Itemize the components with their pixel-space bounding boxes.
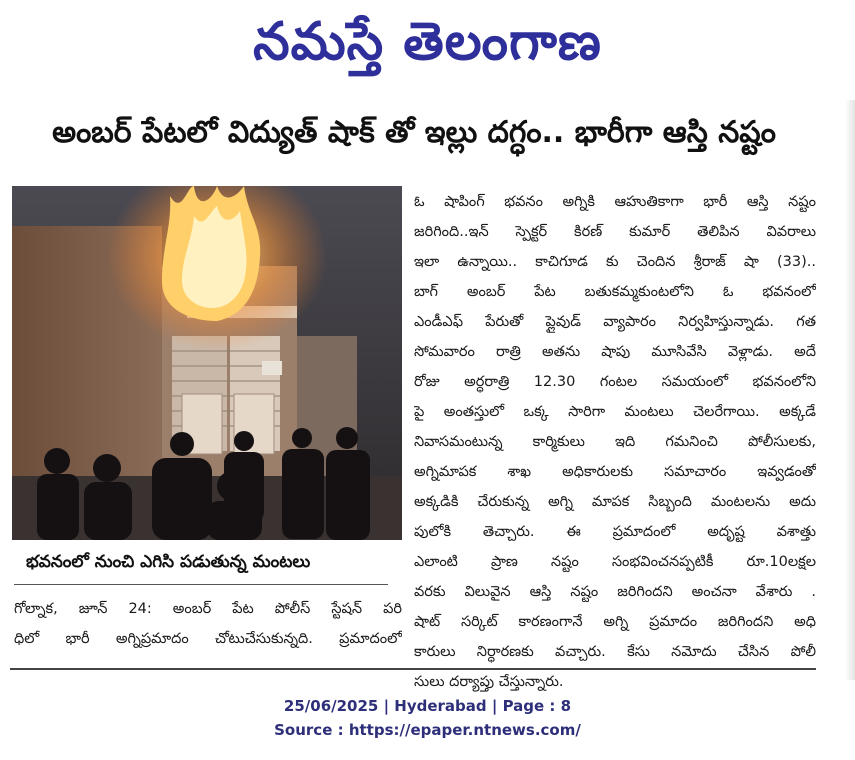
body-line: గోల్నాక, జూన్ 24: అంబర్ పేట పోలీస్ స్టేషన్ పరి [14,601,402,617]
footer-date-edition: 25/06/2025 | Hyderabad | Page : 8 [283,697,572,715]
body-line: ఇలా ఉన్నాయి.. కాచిగూడ కు చెందిన శ్రీరాజ్ షా (33).. [414,254,816,270]
body-line: సోమవారం రాత్రి అతను షాపు మూసివేసి వెళ్లాడు. అదే [414,344,816,360]
footer-source: Source : https://epaper.ntnews.com/ [274,721,581,739]
body-line: పై అంతస్తులో ఒక్క సారిగా మంటలు చెలరేగాయి. అక్కడే [414,404,816,420]
body-line: పులోకి తెచ్చారు. ఈ ప్రమాదంలో అదృష్ట వశాత్తు [414,524,816,540]
footer-divider [10,668,816,670]
caption-divider [14,584,388,585]
body-line: ఎండీఎఫ్ పేరుతో ప్లైవుడ్ వ్యాపారం నిర్వహిస్తున్నాడు. గత [414,314,816,330]
masthead-logo: నమస్తే తెలంగాణ [253,12,602,72]
body-line: కారులు నిర్ధారణకు వచ్చారు. కేసు నమోదు చేసిన పోలీ [414,644,816,660]
body-line: నివాసమంటున్న కార్మికులు ఇది గమనించి పోలీసులకు, [414,434,816,450]
body-line: షాట్ సర్కిట్ కారణంగానే అగ్ని ప్రమాదం జరిగిందని అధి [414,614,816,630]
body-line: సులు దర్యాప్తు చేస్తున్నారు. [414,674,564,690]
body-line: ధిలో భారీ అగ్నిప్రమాదం చోటుచేసుకున్నది. ప్రమాదంలో [14,631,402,647]
body-line: బాగ్ అంబర్ పేట బతుకమ్మకుంటలోని ఓ భవనంలో [414,284,816,300]
photo-caption: భవనంలో నుంచి ఎగిసి పడుతున్న మంటలు [26,552,311,572]
article-body-left [14,594,402,654]
body-line: అక్కడికి చేరుకున్న అగ్ని మాపక సిబ్బంది మంటలను అదు [414,494,816,510]
article-body-right [414,187,816,697]
body-line: ఓ షాపింగ్ భవనం అగ్నికి ఆహుతికాగా భారీ ఆస్తి నష్టం [414,194,816,210]
fire-photo-illustration [12,186,402,540]
body-line: ఎలాంటి ప్రాణ నష్టం సంభవించనప్పటికీ రూ.10లక్షల [414,554,816,570]
page-edge-shadow [845,100,855,680]
article-headline: అంబర్ పేటలో విద్యుత్ షాక్ తో ఇల్లు దగ్ధం.. భారీగా ఆస్తి నష్టం [52,115,776,150]
body-line: జరిగింది..ఇన్ స్పెక్టర్ కిరణ్ కుమార్ తెలిపిన వివరాలు [414,224,816,240]
body-line: అగ్నిమాపక శాఖ అధికారులకు సమాచారం ఇవ్వడంతో [414,464,816,480]
article-photo [12,186,402,540]
body-line: రోజు అర్ధరాత్రి 12.30 గంటల సమయంలో భవనంలోని [414,374,816,390]
body-line: వరకు విలువైన ఆస్తి నష్టం జరిగిందని అంచనా వేశారు . [414,584,816,600]
